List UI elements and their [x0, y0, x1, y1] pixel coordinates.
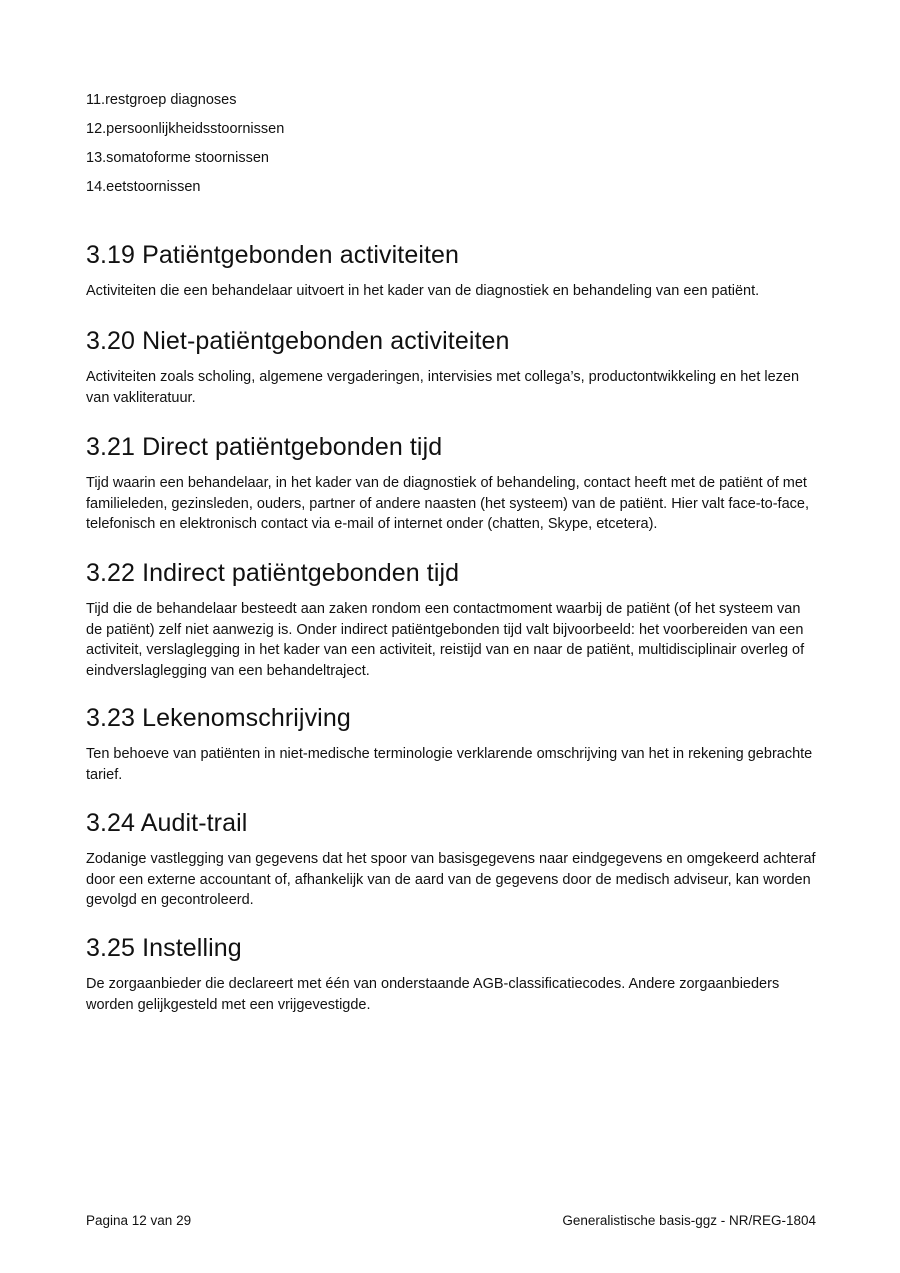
section-heading: 3.24 Audit-trail: [86, 809, 248, 837]
section-heading: 3.25 Instelling: [86, 934, 242, 962]
diagnosis-list: [86, 86, 284, 202]
section-3-23: [86, 702, 816, 785]
section-3-25: [86, 932, 816, 1015]
section-body: Zodanige vastlegging van gegevens dat het spoor van basisgegevens naar eindgegevens en omgekeerd achteraf door een externe accountant of, afhankelijk van de aard van de gegevens door de medisch adviseur, kan worden gevolgd en gecontroleerd.: [86, 851, 816, 908]
section-body: Activiteiten zoals scholing, algemene vergaderingen, intervisies met collega’s, productontwikkeling en het lezen van vakliteratuur.: [86, 369, 800, 406]
page-number: Pagina 12 van 29: [86, 1213, 192, 1228]
section-heading: 3.22 Indirect patiëntgebonden tijd: [86, 559, 460, 587]
section-body: Tijd die de behandelaar besteedt aan zaken rondom een contactmoment waarbij de patiënt (of het systeem van de patiënt) zelf niet aanwezig is. Onder indirect patiëntgebonden tijd valt bijvoorbeeld: het voorbereiden van een activiteit, verslaglegging in het kader van een activiteit, reistijd van en naar de patiënt, multidisciplinair overleg of eindverslaglegging van een behandeltraject.: [86, 601, 805, 679]
document-reference: Generalistische basis-ggz - NR/REG-1804: [562, 1213, 816, 1228]
section-heading: 3.19 Patiëntgebonden activiteiten: [86, 241, 460, 269]
section-3-20: [86, 325, 816, 408]
section-3-21: [86, 431, 816, 535]
list-item: 12.persoonlijkheidsstoornissen: [86, 121, 285, 137]
list-item: 13.somatoforme stoornissen: [86, 150, 269, 166]
section-heading: 3.20 Niet-patiëntgebonden activiteiten: [86, 327, 510, 355]
section-3-24: [86, 807, 816, 911]
section-body: Activiteiten die een behandelaar uitvoert in het kader van de diagnostiek en behandeling van een patiënt.: [86, 283, 760, 299]
section-heading: 3.21 Direct patiëntgebonden tijd: [86, 433, 443, 461]
section-3-22: [86, 557, 816, 681]
list-item: 11.restgroep diagnoses: [86, 92, 237, 108]
section-3-19: [86, 239, 816, 302]
section-body: Tijd waarin een behandelaar, in het kader van de diagnostiek of behandeling, contact heeft met de patiënt of met familieleden, gezinsleden, ouders, partner of andere naasten (het systeem) van de patiënt. Hier valt face-to-face, telefonisch en elektronisch contact via e-mail of internet onder (chatten, Skype, etcetera).: [86, 475, 809, 532]
section-body: Ten behoeve van patiënten in niet-medische terminologie verklarende omschrijving van het in rekening gebrachte tarief.: [86, 746, 813, 783]
section-body: De zorgaanbieder die declareert met één van onderstaande AGB-classificatiecodes. Andere zorgaanbieders worden gelijkgesteld met een vrijgevestigde.: [86, 976, 780, 1013]
section-heading: 3.23 Lekenomschrijving: [86, 704, 351, 732]
list-item: 14.eetstoornissen: [86, 179, 201, 195]
